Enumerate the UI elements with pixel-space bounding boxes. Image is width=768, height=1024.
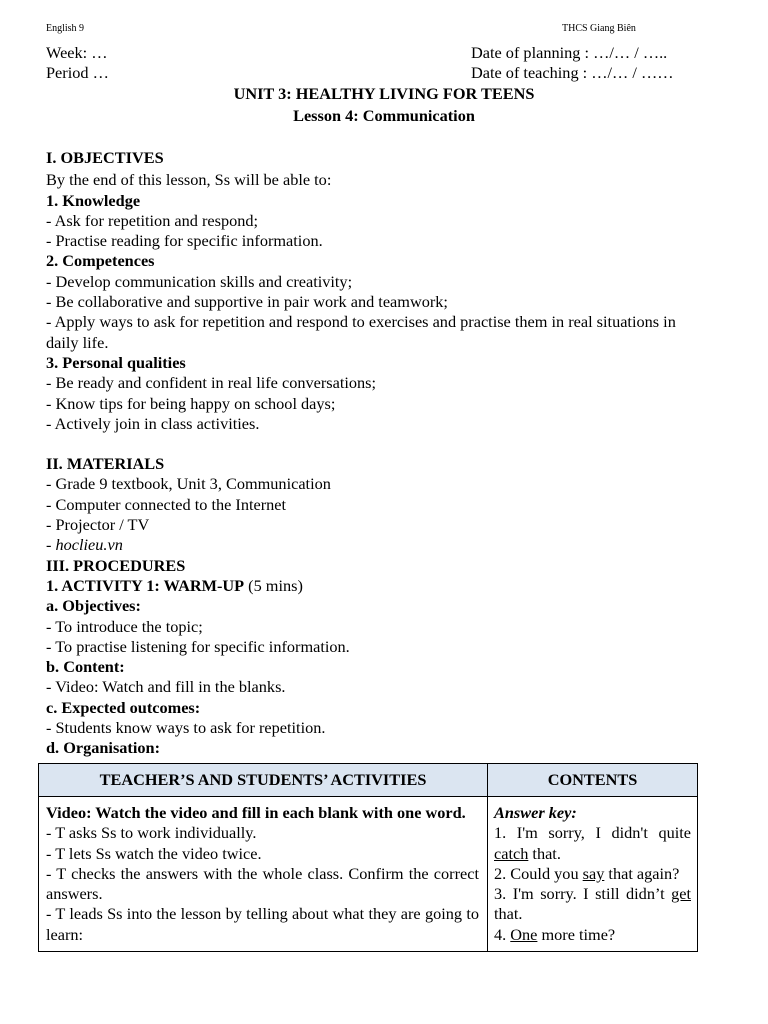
a-objectives-heading: a. Objectives: [46,596,141,616]
period-label: Period … [46,63,109,82]
answer-item [494,884,691,925]
material-website: hoclieu.vn [55,535,123,555]
content-text: - Video: Watch and fill in the blanks. [46,677,286,697]
material-item: - Computer connected to the Internet [46,494,287,514]
answer-word: get [671,884,691,904]
material-item [46,535,686,555]
video-task-title: Video: Watch the video and fill in each blank with one word. [46,803,466,822]
knowledge-item: - Ask for repetition and respond; [46,210,259,230]
table-header-row [39,764,698,797]
answer-text: 2. Could you [494,863,583,883]
objectives-heading: I. OBJECTIVES [46,148,164,167]
a-objective-item: - To introduce the topic; [46,616,203,636]
quality-item: - Actively join in class activities. [46,413,260,433]
a-objective-item: - To practise listening for specific information. [46,636,350,656]
quality-item: - Be ready and confident in real life conversations; [46,373,377,393]
answer-word: say [582,863,605,883]
col-contents-header: CONTENTS [488,764,698,797]
activities-cell [39,797,488,952]
material-prefix: - [46,535,56,555]
answer-word: catch [494,843,529,863]
answer-item [494,823,691,864]
answer-item [494,925,691,945]
table-row [39,797,698,952]
material-item: - Grade 9 textbook, Unit 3, Communication [46,474,331,494]
activities-table [38,763,698,952]
answer-text: that. [528,843,561,863]
activity-step: - T leads Ss into the lesson by telling about what they are going to learn: [46,904,479,944]
organisation-heading: d. Organisation: [46,738,160,758]
unit-title: UNIT 3: HEALTHY LIVING FOR TEENS [233,84,535,103]
answer-word: One [510,924,538,944]
activity-step: - T lets Ss watch the video twice. [46,843,262,863]
knowledge-heading: 1. Knowledge [46,190,141,210]
activity-time: (5 mins) [244,575,303,595]
materials-heading: II. MATERIALS [46,454,165,474]
qualities-heading: 3. Personal qualities [46,352,186,372]
competence-item: - Develop communication skills and creativity; [46,271,353,291]
competence-item: - Apply ways to ask for repetition and respond to exercises and practise them in real situations in daily life. [46,312,676,352]
content-heading: b. Content: [46,657,125,677]
activity-step: - T asks Ss to work individually. [46,823,257,843]
answer-text: that. [494,904,523,924]
lesson-title: Lesson 4: Communication [293,106,475,125]
answer-text: that again? [604,863,680,883]
header-school: THCS Giang Biên [562,23,636,34]
lesson-body [46,148,686,759]
date-planning: Date of planning : …/… / ….. [471,43,668,62]
contents-cell [488,797,698,952]
week-label: Week: … [46,43,108,62]
header-subject: English 9 [46,23,85,34]
activity-step: - T checks the answers with the whole class. Confirm the correct answers. [46,863,479,904]
answer-text: 4. [494,924,511,944]
outcomes-heading: c. Expected outcomes: [46,697,201,717]
answer-key-label: Answer key: [494,803,577,822]
procedures-heading: III. PROCEDURES [46,555,186,575]
material-item: - Projector / TV [46,515,150,535]
activity-title: 1. ACTIVITY 1: WARM-UP [46,575,245,595]
objectives-intro: By the end of this lesson, Ss will be able to: [46,170,332,190]
competence-item: - Be collaborative and supportive in pair work and teamwork; [46,292,448,312]
knowledge-item: - Practise reading for specific information. [46,231,323,251]
competences-heading: 2. Competences [46,251,155,271]
answer-item [494,864,691,884]
date-teaching: Date of teaching : …/… / …… [471,63,674,82]
col-activities-header: TEACHER’S AND STUDENTS’ ACTIVITIES [39,764,488,797]
outcomes-text: - Students know ways to ask for repetition. [46,718,326,738]
answer-text: 1. I'm sorry, I didn't quite [494,823,691,843]
activity-heading [46,576,686,596]
answer-text: 3. I'm sorry. I still didn’t [494,884,672,904]
quality-item: - Know tips for being happy on school days; [46,393,336,413]
answer-text: more time? [537,924,616,944]
